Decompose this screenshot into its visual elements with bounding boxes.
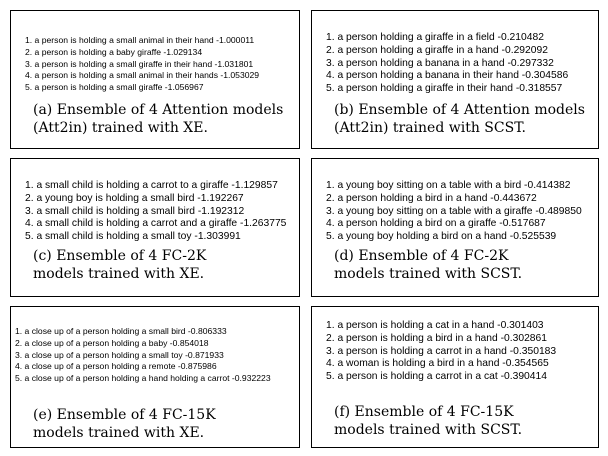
caption-item: 2. a person holding a giraffe in a hand -0.292092 [326,44,548,56]
description-line: (f) Ensemble of 4 FC-15K [334,404,514,420]
caption-item: 3. a small child is holding a small bird -1.192312 [25,205,245,217]
caption-list-d [326,180,582,244]
caption-item: 4. a close up of a person holding a remote -0.875986 [15,361,217,372]
description-line: models trained with SCST. [334,422,523,438]
description-line: (Att2in) trained with XE. [33,120,208,136]
caption-item: 2. a person holding a bird in a hand -0.443672 [326,192,537,204]
caption-item: 4. a woman is holding a bird in a hand -0.354565 [326,358,549,370]
caption-item: 5. a person is holding a carrot in a cat -0.390414 [326,371,547,383]
caption-item: 5. a small child is holding a small toy -1.303991 [25,231,241,243]
caption-list-f [326,320,556,384]
description-line: models trained with SCST. [334,266,523,282]
panel-description-e [33,406,216,442]
panel-d [311,158,599,297]
caption-item: 2. a young boy is holding a small bird -1.192267 [25,192,244,204]
caption-item: 1. a young boy sitting on a table with a bird -0.414382 [326,180,571,191]
caption-list-e [15,326,271,385]
description-line: (b) Ensemble of 4 Attention models [334,102,585,118]
description-line: (d) Ensemble of 4 FC-2K [334,248,509,264]
caption-item: 3. a person is holding a carrot in a hand -0.350183 [326,345,557,357]
caption-item: 1. a person is holding a cat in a hand -0.301403 [326,320,544,331]
caption-item: 5. a close up of a person holding a hand holding a carrot -0.932223 [15,373,271,384]
caption-list-b [326,32,568,96]
panel-description-c [33,247,206,283]
description-line: (a) Ensemble of 4 Attention models [33,102,284,118]
panel-description-f [334,403,522,439]
caption-item: 1. a small child is holding a carrot to a giraffe -1.129857 [25,180,278,191]
caption-item: 3. a young boy sitting on a table with a giraffe -0.489850 [326,205,582,217]
description-line: models trained with XE. [33,266,205,282]
caption-item: 5. a person is holding a small giraffe -1.056967 [25,82,204,93]
panel-e [10,306,300,448]
caption-item: 1. a person holding a giraffe in a field -0.210482 [326,32,544,43]
panel-description-d [334,247,522,283]
description-line: (Att2in) trained with SCST. [334,120,526,136]
caption-item: 2. a close up of a person holding a baby -0.854018 [15,337,209,348]
caption-item: 4. a person holding a banana in their hand -0.304586 [326,70,569,82]
panel-b [311,10,599,149]
description-line: models trained with XE. [33,425,205,441]
description-line: (c) Ensemble of 4 FC-2K [33,248,207,264]
caption-item: 3. a person is holding a small giraffe in their hand -1.031801 [25,58,254,69]
caption-item: 3. a person holding a banana in a hand -0.297332 [326,57,554,69]
caption-item: 5. a person holding a giraffe in their hand -0.318557 [326,83,563,95]
caption-item: 2. a person is holding a baby giraffe -1.029134 [25,46,203,57]
caption-item: 4. a person holding a bird on a giraffe -0.517687 [326,218,546,230]
panel-c [10,158,300,297]
panel-description-a [33,101,283,137]
caption-item: 3. a close up of a person holding a small toy -0.871933 [15,349,224,360]
caption-list-a [25,35,259,94]
caption-item: 4. a person is holding a small animal in their hands -1.053029 [25,70,260,81]
caption-item: 1. a person is holding a small animal in their hand -1.000011 [25,35,255,45]
caption-list-c [25,180,286,244]
caption-item: 4. a small child is holding a carrot and a giraffe -1.263775 [25,218,287,230]
panel-f [311,306,599,448]
description-line: (e) Ensemble of 4 FC-15K [33,407,216,423]
caption-item: 5. a young boy holding a bird on a hand -0.525539 [326,231,557,243]
caption-item: 2. a person is holding a bird in a hand -0.302861 [326,332,547,344]
panel-a [10,10,300,149]
caption-item: 1. a close up of a person holding a small bird -0.806333 [15,326,227,336]
panel-description-b [334,101,585,137]
